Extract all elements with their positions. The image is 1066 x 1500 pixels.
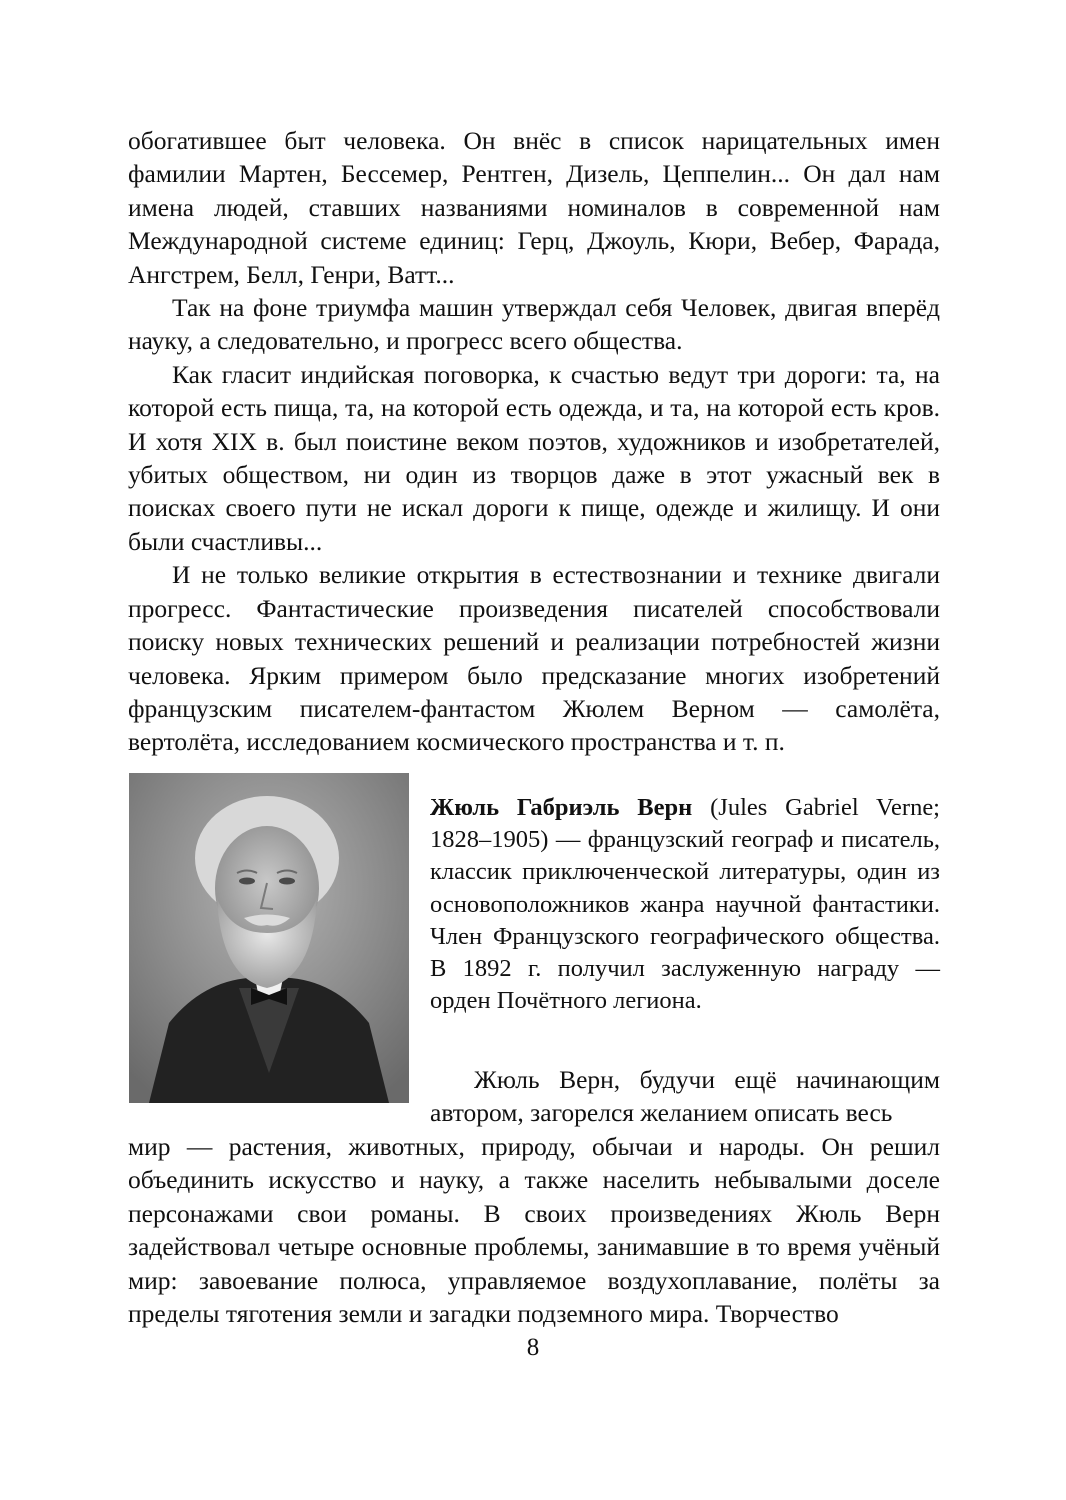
paragraph: Как гласит индийская поговорка, к счастью ведут три дороги: та, на которой есть пища, та, на которой есть одежда, и та, на которой есть кров. И хотя XIX в. был поистине веком поэтов, художников и изобретателей, убитых обществом, ни один из творцов даже в этот ужасный век в поисках своего пути не искал дороги к пище, одежде и жилищу. И они были счастливы... bbox=[128, 359, 940, 556]
paragraph: обогатившее быт человека. Он внёс в список нарицательных имен фамилии Мартен, Бессемер, Рентген, Дизель, Цеппелин... Он дал нам имена людей, ставших названиями номиналов в современной нам Международной системе единиц: Герц, Джоуль, Кюри, Вебер, Фарада, Ангстрем, Белл, Генри, Ватт... bbox=[128, 126, 940, 289]
portrait-photo-jules-verne bbox=[129, 773, 409, 1103]
bottom-text bbox=[128, 1130, 940, 1330]
caption-name: Жюль Габриэль Верн bbox=[430, 794, 693, 821]
page-number: 8 bbox=[526, 1334, 540, 1361]
paragraph: Так на фоне триумфа машин утверждал себя Человек, двигая вперёд науку, а следовательно, и прогресс всего общества. bbox=[128, 293, 940, 356]
portrait-caption bbox=[430, 792, 940, 1017]
side-paragraph: Жюль Верн, будучи ещё начинающим автором, загорелся желанием описать весь bbox=[430, 1065, 940, 1128]
caption-text: (Jules Gabriel Verne; 1828–1905) — французский географ и писатель, классик приключенческой литературы, один из основоположников жанра научной фантастики. Член Французского географического общества. В 1892 г. получил заслуженную награду — орден Почётного легиона. bbox=[430, 794, 940, 1015]
body-text bbox=[128, 124, 940, 759]
portrait-image bbox=[129, 773, 409, 1103]
paragraph: мир — растения, животных, природу, обычаи и народы. Он решил объединить искусство и науку, а также населить небывалыми доселе персонажами свои романы. В своих произведениях Жюль Верн задействовал четыре основные проблемы, занимавшие в то время учёный мир: завоевание полюса, управляемое воздухоплавание, полёты за пределы тяготения земли и загадки подземного мира. Творчество bbox=[128, 1132, 940, 1329]
paragraph: И не только великие открытия в естествознании и технике двигали прогресс. Фантастические произведения писателей способствовали поиску новых технических решений и реализации потребностей жизни человека. Ярким примером было предсказание многих изобретений французским писателем-фантастом Жюлем Верном — самолёта, вертолёта, исследованием космического пространства и т. п. bbox=[128, 560, 940, 757]
